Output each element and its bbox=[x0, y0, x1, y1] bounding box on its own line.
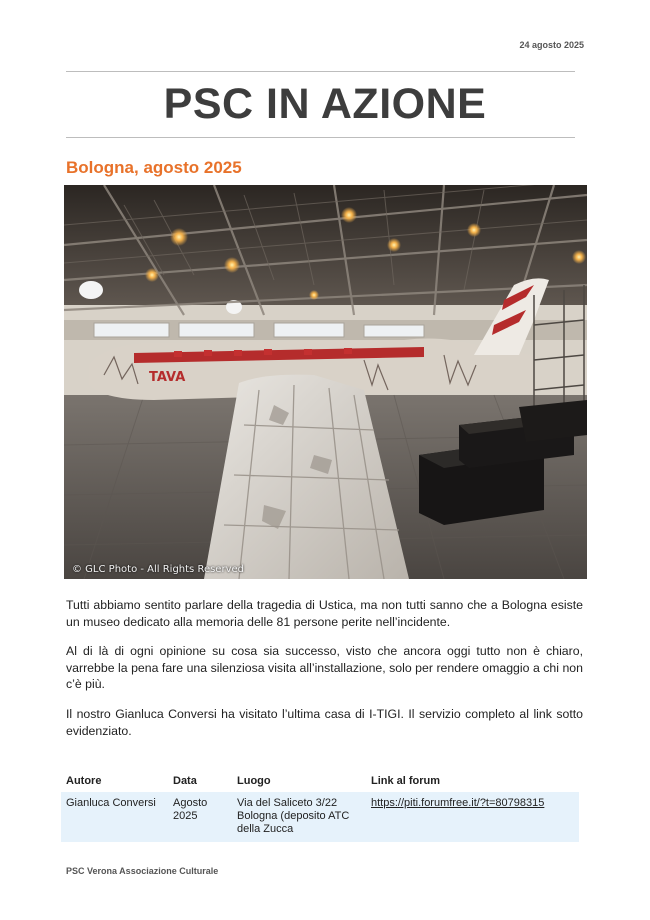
table-header-row bbox=[61, 771, 579, 792]
table-row bbox=[61, 792, 579, 842]
cell-forum-link bbox=[366, 792, 579, 842]
header-place: Luogo bbox=[237, 775, 271, 787]
article-subtitle: Bologna, agosto 2025 bbox=[66, 158, 242, 177]
paragraph-1: Tutti abbiamo sentito parlare della tragedia di Ustica, ma non tutti sanno che a Bologna esiste un museo dedicato alla memoria delle 81 persone perite nell’incidente. bbox=[66, 598, 583, 629]
divider-top bbox=[66, 71, 575, 72]
cell-place: Via del Saliceto 3/22 Bologna (deposito ATC della Zucca bbox=[232, 792, 366, 842]
paragraph-3: Il nostro Gianluca Conversi ha visitato l’ultima casa di I-TIGI. Il servizio completo al link sotto evidenziato. bbox=[66, 707, 583, 738]
cell-author: Gianluca Conversi bbox=[61, 792, 168, 842]
cell-date: Agosto 2025 bbox=[168, 792, 232, 842]
header-date: Data bbox=[173, 775, 197, 787]
footer-organization: PSC Verona Associazione Culturale bbox=[66, 866, 219, 876]
header-forum-link: Link al forum bbox=[371, 775, 441, 787]
museum-photo bbox=[64, 185, 587, 579]
hangar-illustration bbox=[64, 185, 587, 579]
forum-link[interactable]: https://piti.forumfree.it/?t=80798315 bbox=[371, 797, 545, 809]
fuselage-livery-text: TAVA bbox=[149, 370, 186, 385]
info-table bbox=[61, 771, 579, 842]
paragraph-2: Al di là di ogni opinione su cosa sia successo, visto che ancora oggi tutto non è chiaro, varrebbe la pena fare una silenziosa visita all’installazione, solo per rendere omaggio a chi non c’è più. bbox=[66, 644, 583, 691]
header-author: Autore bbox=[66, 775, 102, 787]
divider-bottom bbox=[66, 137, 575, 138]
page-title: PSC IN AZIONE bbox=[163, 80, 487, 128]
issue-date: 24 agosto 2025 bbox=[519, 40, 584, 50]
photo-watermark: © GLC Photo - All Rights Reserved bbox=[72, 564, 244, 575]
